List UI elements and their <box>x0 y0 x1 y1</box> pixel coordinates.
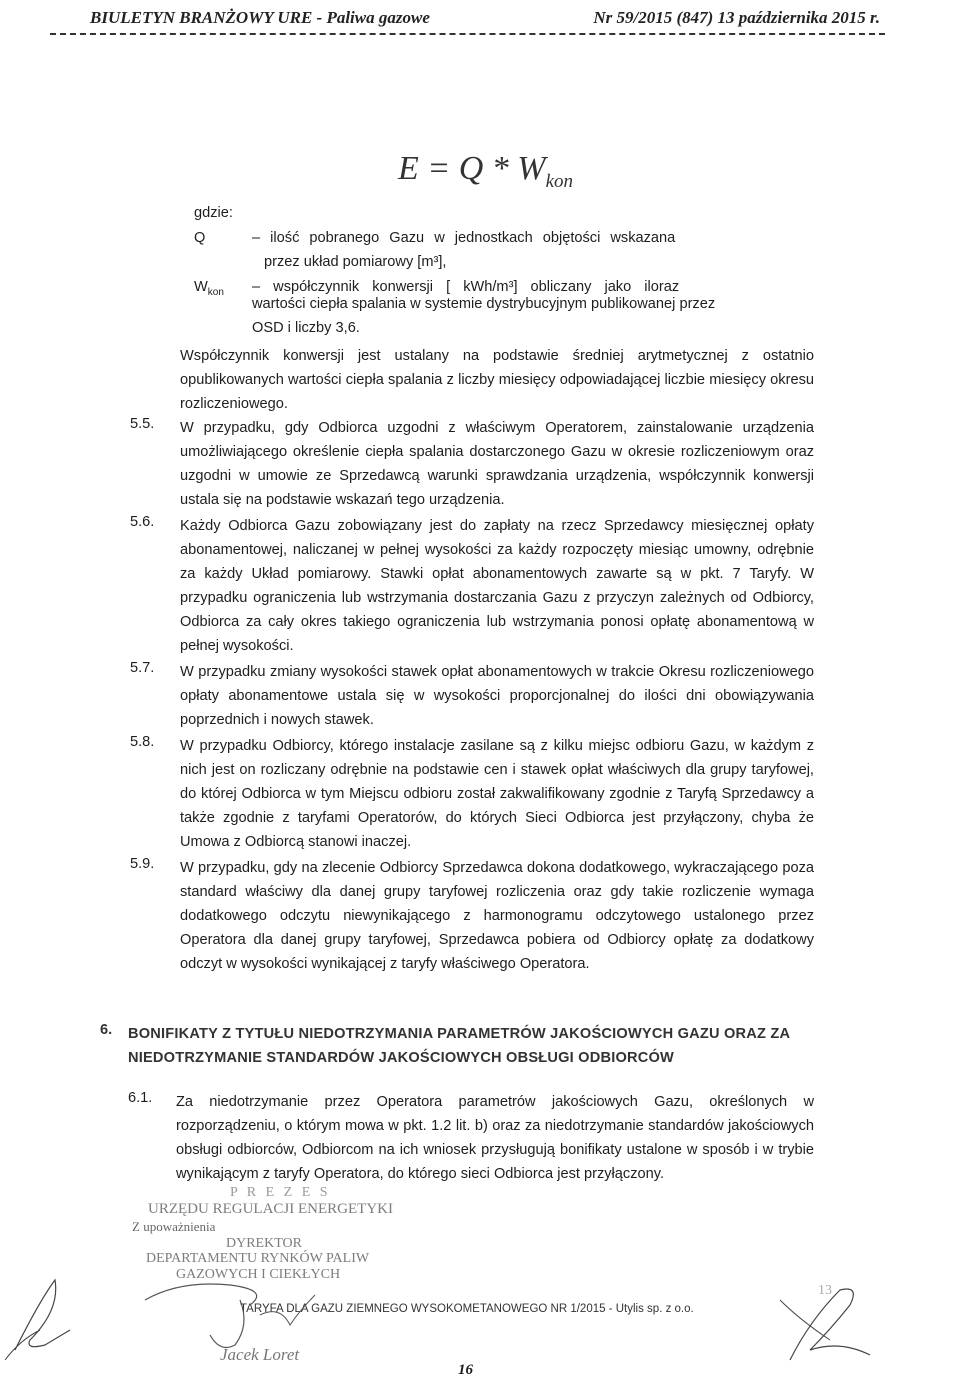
item-number: 5.9. <box>130 856 155 872</box>
stamp-office: URZĘDU REGULACJI ENERGETYKI <box>148 1201 393 1217</box>
item-text: W przypadku, gdy Odbiorca uzgodni z właściwym Operatorem, zainstalowanie urządzenia umożliwiającego określenie ciepła spalania dostarczonego Gazu w okresie rozliczeniowym oraz uzgodni w umowie ze Sprzedawcą warunki sprawdzania urządzenia, współczynnik konwersji ustala się na podstawie wskazań tego urządzenia. <box>180 420 814 508</box>
page-number: 16 <box>458 1362 473 1378</box>
formula <box>398 150 573 193</box>
item-text: W przypadku Odbiorcy, którego instalacje zasilane są z kilku miejsc odbioru Gazu, w każdym z nich jest on rozliczany odrębnie na podstawie cen i stawek opłat właściwych dla grupy taryfowej, do której Odbiorca w tym Miejscu odbioru został zakwalifikowany zgodnie z Taryfą Sprzedawcy a także zgodnie z taryfami Operatorów, do których Sieci Odbiorca jest przyłączony, chyba że Umowa z Odbiorcą stanowi inaczej. <box>180 738 814 850</box>
item-text: W przypadku, gdy na zlecenie Odbiorcy Sprzedawca dokona dodatkowego, wykraczającego poza standard właściwy dla danej grupy taryfowej rozliczenia oraz gdy takie rozliczenie wymaga dodatkowego odczytu niewynikającego z harmonogramu odczytowego ustalonego przez Operatora dla danej grupy taryfowej, Sprzedawca pobiera od Odbiorcy opłatę za dodatkowy odczyt w wysokości wynikającej z taryfy właściwego Operatora. <box>180 860 814 972</box>
corner-page-number: 13 <box>818 1283 832 1298</box>
definition-symbol-q: Q <box>194 230 206 246</box>
tariff-footer: TARYFA DLA GAZU ZIEMNEGO WYSOKOMETANOWEGO NR 1/2015 - Utylis sp. z o.o. <box>240 1303 694 1315</box>
definition-wkon-line3: OSD i liczby 3,6. <box>252 320 360 336</box>
item-text: Każdy Odbiorca Gazu zobowiązany jest do zapłaty na rzecz Sprzedawcy miesięcznej opłaty abonamentowej, naliczanej w pełnej wysokości za każdy rozpoczęty miesiąc umowny, odrębnie za każdy Układ pomiarowy. Stawki opłat abonamentowych zawarte są w pkt. 7 Taryfy. W przypadku ograniczenia lub wstrzymania dostarczania Gazu z przyczyn zależnych od Odbiorcy, Odbiorca za cały okres takiego ograniczenia lub wstrzymania ponosi opłatę abonamentową w pełnej wysokości. <box>180 518 814 654</box>
formula-subscript: kon <box>545 170 574 192</box>
item-number: 5.6. <box>130 514 155 530</box>
definition-q-line2: przez układ pomiarowy [m³], <box>264 254 447 270</box>
gdzie-label: gdzie: <box>194 205 233 221</box>
bulletin-issue: Nr 59/2015 (847) 13 października 2015 r. <box>593 8 880 27</box>
bulletin-header <box>90 8 880 30</box>
bulletin-title: BIULETYN BRANŻOWY URE - Paliwa gazowe <box>90 8 430 27</box>
stamp-department: DEPARTAMENTU RYNKÓW PALIW <box>146 1251 370 1266</box>
item-text: Za niedotrzymanie przez Operatora parametrów jakościowych Gazu, określonych w rozporządzeniu, o którym mowa w pkt. 1.2 lit. b) oraz za niedotrzymanie standardów jakościowych obsługi odbiorców, Odbiorcom na ich wniosek przysługują bonifikaty ustalone w sposób i w trybie wynikającym z taryfy Operatora, do którego sieci Odbiorca jest przyłączony. <box>176 1094 814 1182</box>
section-number: 6. <box>100 1022 113 1038</box>
definition-q-line1: – ilość pobranego Gazu w jednostkach objętości wskazana <box>252 230 676 246</box>
item-number: 5.5. <box>130 416 155 432</box>
item-number: 6.1. <box>128 1090 153 1106</box>
stamp-authorized: Z upoważnienia <box>132 1219 216 1234</box>
definition-wkon-line2: wartości ciepła spalania w systemie dystrybucyjnym publikowanej przez <box>252 296 716 312</box>
formula-main: E = Q * W <box>398 150 546 187</box>
item-number: 5.8. <box>130 734 155 750</box>
signature-right <box>770 1280 890 1370</box>
coefficient-paragraph: Współczynnik konwersji jest ustalany na podstawie średniej arytmetycznej z ostatnio opublikowanych wartości ciepła spalania z liczby miesięcy odpowiadającej liczbie miesięcy okresu rozliczeniowego. <box>180 348 814 412</box>
signature-left <box>0 1270 90 1370</box>
item-number: 5.7. <box>130 660 155 676</box>
section-heading: BONIFIKATY Z TYTUŁU NIEDOTRZYMANIA PARAMETRÓW JAKOŚCIOWYCH GAZU ORAZ ZA NIEDOTRZYMANIE STANDARDÓW JAKOŚCIOWYCH OBSŁUGI ODBIORCÓW <box>128 1026 790 1066</box>
stamp-prezes: P R E Z E S <box>230 1185 331 1200</box>
signature-center <box>140 1275 330 1355</box>
signatory-name: Jacek Loret <box>220 1345 300 1364</box>
definition-wkon-line1: – współczynnik konwersji [ kWh/m³] obliczany jako iloraz <box>252 279 680 295</box>
stamp-title: DYREKTOR <box>226 1236 302 1251</box>
header-divider <box>50 33 885 35</box>
definition-symbol-wkon: $W_{kon}$ <box>194 279 224 298</box>
item-text: W przypadku zmiany wysokości stawek opłat abonamentowych w trakcie Okresu rozliczeniowego opłaty abonamentowe ustala się w wysokości proporcjonalnej do ilości dni obowiązywania poprzednich i nowych stawek. <box>180 664 814 728</box>
stamp-department: GAZOWYCH I CIEKŁYCH <box>176 1267 341 1282</box>
